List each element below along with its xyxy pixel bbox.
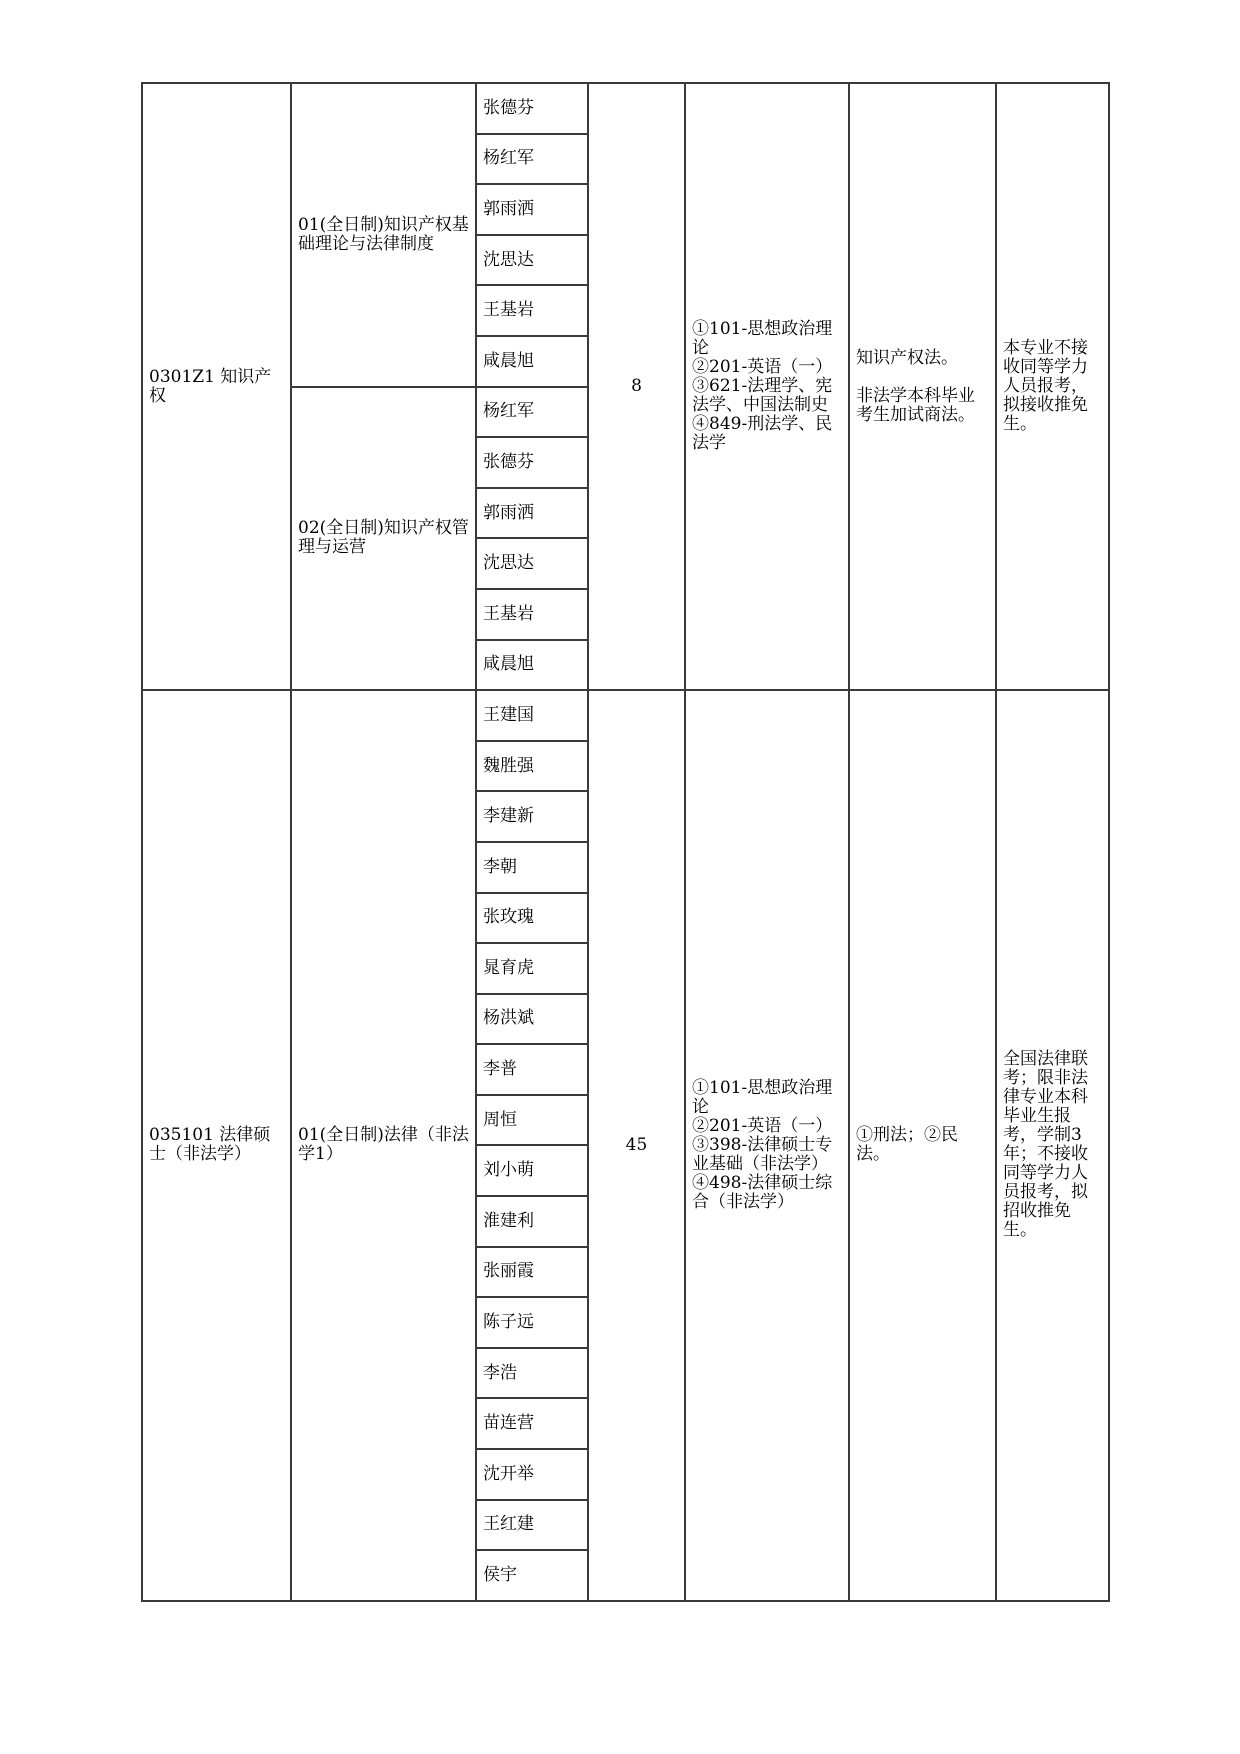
supervisor-cell: 咸晨旭 bbox=[476, 640, 588, 691]
admissions-table bbox=[141, 82, 1110, 1602]
direction-cell: 01(全日制)法律（非法学1） bbox=[291, 690, 476, 1601]
supervisor-cell: 魏胜强 bbox=[476, 741, 588, 792]
supervisor-cell: 侯宇 bbox=[476, 1550, 588, 1601]
supervisor-cell: 杨洪斌 bbox=[476, 994, 588, 1045]
supervisor-cell: 王基岩 bbox=[476, 589, 588, 640]
exam-subject: ③398-法律硕士专业基础（非法学） bbox=[692, 1134, 833, 1174]
supervisor-cell: 王红建 bbox=[476, 1500, 588, 1551]
supervisor-cell: 张德芬 bbox=[476, 437, 588, 488]
supervisor-cell: 张德芬 bbox=[476, 83, 588, 134]
supervisor-cell: 郭雨洒 bbox=[476, 488, 588, 539]
supervisor-cell: 陈子远 bbox=[476, 1297, 588, 1348]
supervisor-cell: 杨红军 bbox=[476, 134, 588, 185]
major-cell: 035101 法律硕士（非法学） bbox=[142, 690, 291, 1601]
exam-subject: ②201-英语（一） bbox=[692, 1115, 833, 1136]
retest-subjects-cell bbox=[849, 690, 996, 1601]
supervisor-cell: 沈思达 bbox=[476, 538, 588, 589]
direction-cell: 01(全日制)知识产权基础理论与法律制度 bbox=[291, 83, 476, 387]
enrollment-cell: 45 bbox=[588, 690, 685, 1601]
supervisor-cell: 咸晨旭 bbox=[476, 336, 588, 387]
remarks-cell: 全国法律联考；限非法律专业本科毕业生报考，学制3年；不接收同等学力人员报考，拟招收推免生。 bbox=[996, 690, 1109, 1601]
exam-subject: ①101-思想政治理论 bbox=[692, 319, 833, 359]
supervisor-cell: 王基岩 bbox=[476, 285, 588, 336]
remarks-cell: 本专业不接收同等学力人员报考，拟接收推免生。 bbox=[996, 83, 1109, 690]
supervisor-cell: 李建新 bbox=[476, 791, 588, 842]
retest-subject: ①刑法；②民法。 bbox=[856, 1125, 958, 1165]
exam-subject: ③621-法理学、宪法学、中国法制史 bbox=[692, 376, 833, 416]
enrollment-cell: 8 bbox=[588, 83, 685, 690]
supervisor-cell: 苗连营 bbox=[476, 1398, 588, 1449]
exam-subjects-cell bbox=[685, 83, 849, 690]
direction-cell: 02(全日制)知识产权管理与运营 bbox=[291, 387, 476, 691]
supervisor-cell: 郭雨洒 bbox=[476, 184, 588, 235]
supervisor-cell: 晁育虎 bbox=[476, 943, 588, 994]
supervisor-cell: 沈开举 bbox=[476, 1449, 588, 1500]
table-row bbox=[142, 83, 1109, 134]
supervisor-cell: 李朝 bbox=[476, 842, 588, 893]
supervisor-cell: 张玫瑰 bbox=[476, 893, 588, 944]
exam-subject: ④498-法律硕士综合（非法学） bbox=[692, 1172, 833, 1212]
supervisor-cell: 周恒 bbox=[476, 1095, 588, 1146]
exam-subjects-cell bbox=[685, 690, 849, 1601]
retest-subjects-cell bbox=[849, 83, 996, 690]
supervisor-cell: 沈思达 bbox=[476, 235, 588, 286]
retest-subject: 非法学本科毕业考生加试商法。 bbox=[856, 385, 975, 425]
table-row bbox=[142, 690, 1109, 741]
exam-subject: ②201-英语（一） bbox=[692, 357, 833, 378]
retest-subject: 知识产权法。 bbox=[856, 347, 958, 368]
supervisor-cell: 李普 bbox=[476, 1044, 588, 1095]
supervisor-cell: 杨红军 bbox=[476, 387, 588, 438]
exam-subject: ①101-思想政治理论 bbox=[692, 1077, 833, 1117]
supervisor-cell: 张丽霞 bbox=[476, 1247, 588, 1298]
major-cell: 0301Z1 知识产权 bbox=[142, 83, 291, 690]
exam-subject: ④849-刑法学、民法学 bbox=[692, 414, 833, 454]
supervisor-cell: 刘小萌 bbox=[476, 1145, 588, 1196]
supervisor-cell: 淮建利 bbox=[476, 1196, 588, 1247]
supervisor-cell: 王建国 bbox=[476, 690, 588, 741]
supervisor-cell: 李浩 bbox=[476, 1348, 588, 1399]
